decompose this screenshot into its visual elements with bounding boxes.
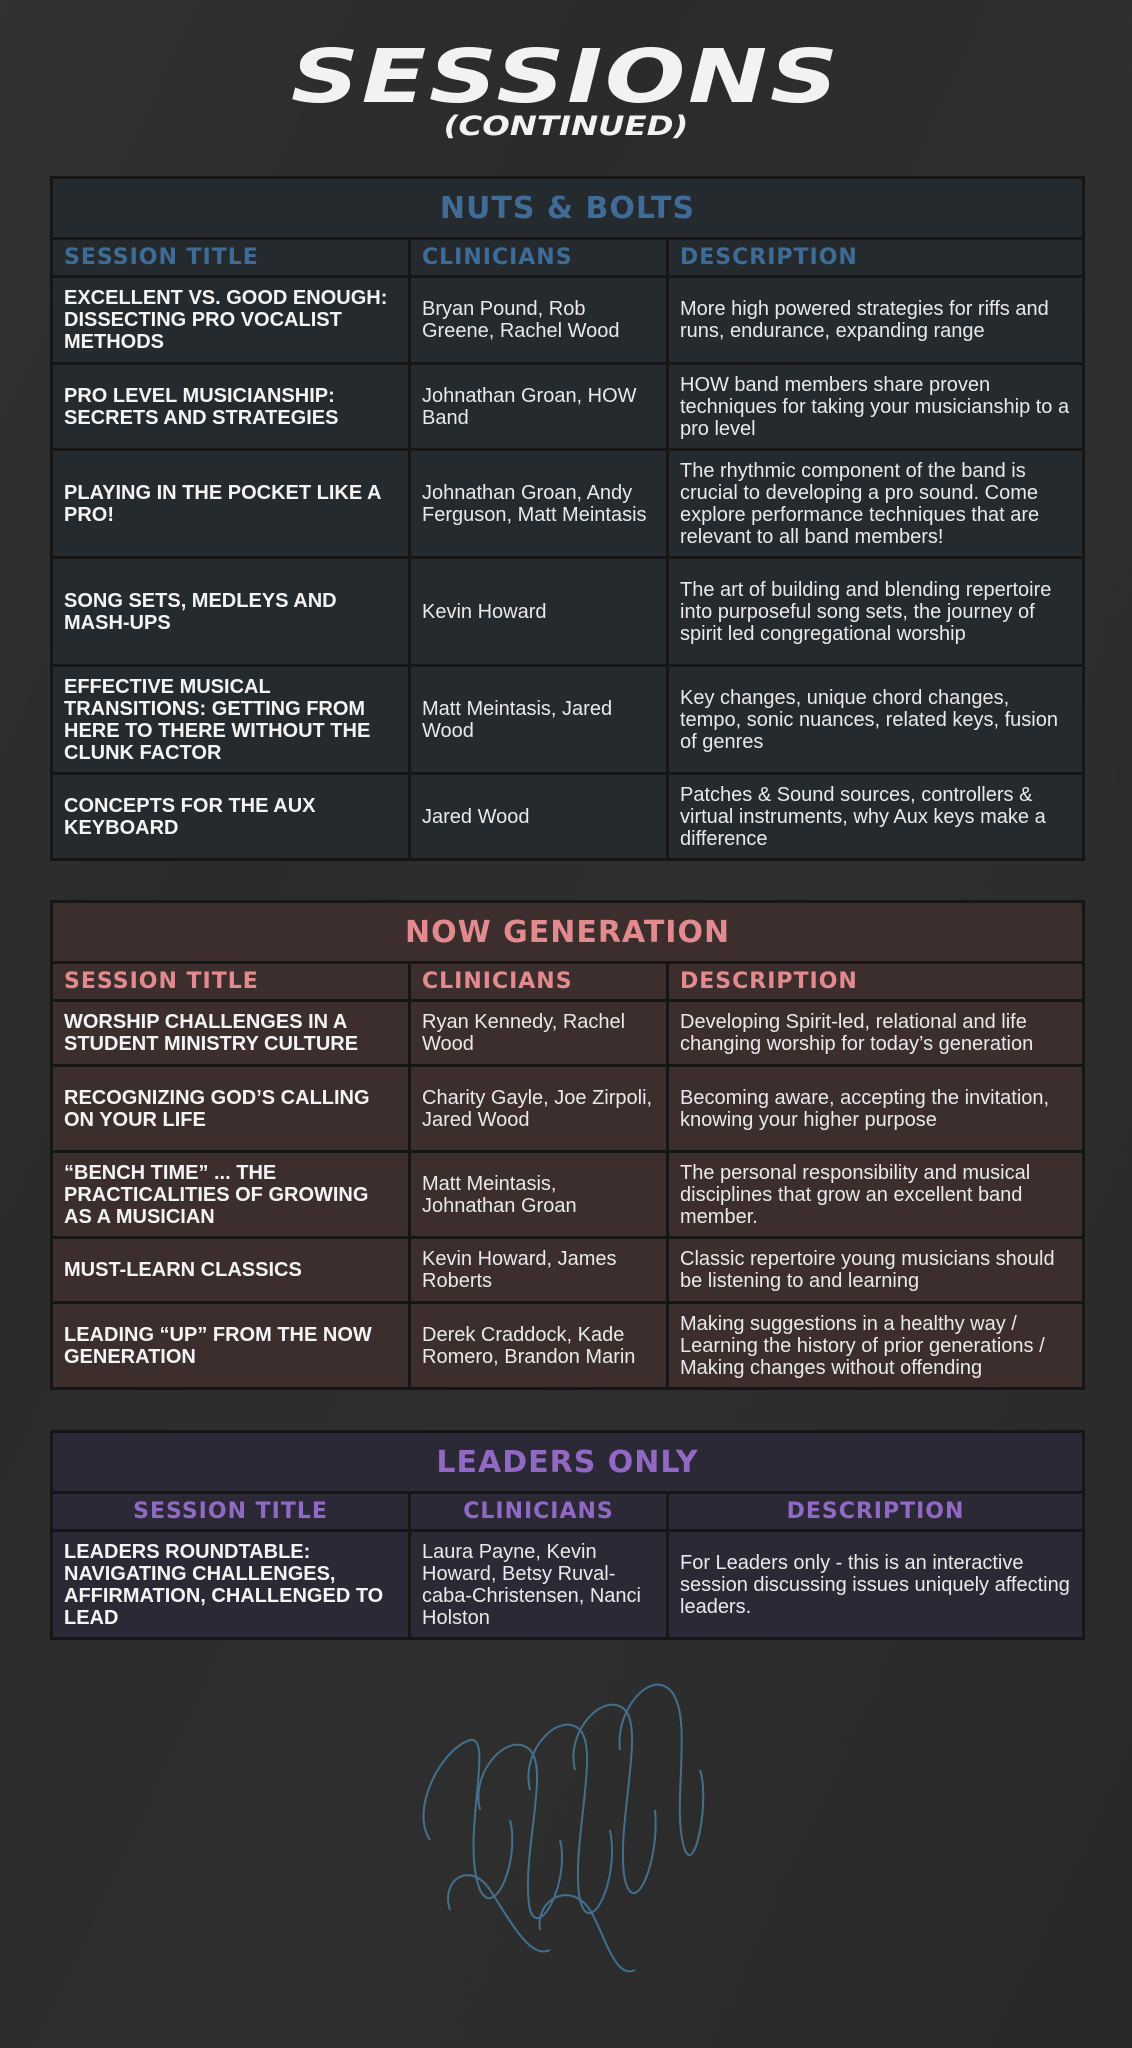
session-title: PLAYING IN THE POCKET LIKE A PRO! [52,450,410,558]
session-title: SONG SETS, MEDLEYS AND MASH-UPS [52,558,410,666]
session-title: MUST-LEARN CLASSICS [52,1238,410,1303]
clinicians: Kevin Howard [410,558,668,666]
page-header [0,34,1132,142]
clinicians: Johnathan Groan, Andy Ferguson, Matt Meintasis [410,450,668,558]
description: Classic repertoire young musicians should be listening to and learning [668,1238,1084,1303]
table-row [52,1238,1084,1303]
clinicians: Bryan Pound, Rob Greene, Rachel Wood [410,277,668,364]
page-subtitle: (CONTINUED) [443,111,689,142]
leaders-only-table [50,1430,1085,1640]
clinicians: Charity Gayle, Joe Zirpoli, Jared Wood [410,1066,668,1152]
description: Developing Spirit-led, relational and life changing worship for today’s generation [668,1001,1084,1066]
session-title: “BENCH TIME” ... THE PRACTICALITIES OF GROWING AS A MUSICIAN [52,1152,410,1238]
session-title: PRO LEVEL MUSICIANSHIP: SECRETS AND STRATEGIES [52,364,410,450]
description: Becoming aware, accepting the invitation, knowing your higher purpose [668,1066,1084,1152]
session-title: EFFECTIVE MUSICAL TRANSITIONS: GETTING FROM HERE TO THERE WITHOUT THE CLUNK FACTOR [52,666,410,774]
column-header-clinicians: CLINICIANS [410,1493,668,1531]
clinicians: Jared Wood [410,774,668,860]
section-heading: LEADERS ONLY [52,1432,1084,1493]
table-row [52,1001,1084,1066]
table-row [52,558,1084,666]
table-row [52,1066,1084,1152]
column-header-description: DESCRIPTION [668,1493,1084,1531]
description: For Leaders only - this is an interactive session discussing issues uniquely affecting leaders. [668,1531,1084,1639]
column-header-description: DESCRIPTION [668,239,1084,277]
section-heading: NUTS & BOLTS [52,178,1084,239]
table-row [52,1531,1084,1639]
column-header-session-title: SESSION TITLE [52,1493,410,1531]
table-row [52,1303,1084,1389]
table-row [52,364,1084,450]
session-title: CONCEPTS FOR THE AUX KEYBOARD [52,774,410,860]
table-row [52,277,1084,364]
fresh-scribble-logo-icon [400,1660,740,2000]
description: HOW band members share proven techniques for taking your musicianship to a pro level [668,364,1084,450]
description: More high powered strategies for riffs and runs, endurance, expanding range [668,277,1084,364]
column-header-clinicians: CLINICIANS [410,963,668,1001]
session-title: LEADERS ROUNDTABLE: NAVIGATING CHALLENGES, AFFIRMATION, CHALLENGED TO LEAD [52,1531,410,1639]
clinicians: Johnathan Groan, HOW Band [410,364,668,450]
clinicians: Matt Meintasis, Jared Wood [410,666,668,774]
clinicians: Ryan Kennedy, Rachel Wood [410,1001,668,1066]
table-row [52,666,1084,774]
section-heading: NOW GENERATION [52,902,1084,963]
clinicians: Matt Meintasis, Johnathan Groan [410,1152,668,1238]
table-row [52,774,1084,860]
column-header-session-title: SESSION TITLE [52,963,410,1001]
clinicians: Laura Payne, Kevin Howard, Betsy Ruval-caba-Christensen, Nanci Holston [410,1531,668,1639]
nuts-and-bolts-table [50,176,1085,861]
description: Key changes, unique chord changes, tempo, sonic nuances, related keys, fusion of genres [668,666,1084,774]
table-row [52,1152,1084,1238]
clinicians: Kevin Howard, James Roberts [410,1238,668,1303]
session-title: EXCELLENT VS. GOOD ENOUGH: DISSECTING PRO VOCALIST METHODS [52,277,410,364]
description: Patches & Sound sources, controllers & virtual instruments, why Aux keys make a difference [668,774,1084,860]
description: Making suggestions in a healthy way / Learning the history of prior generations / Making changes without offending [668,1303,1084,1389]
page-title: SESSIONS [291,34,841,120]
description: The personal responsibility and musical disciplines that grow an excellent band member. [668,1152,1084,1238]
clinicians: Derek Craddock, Kade Romero, Brandon Marin [410,1303,668,1389]
session-title: LEADING “UP” FROM THE NOW GENERATION [52,1303,410,1389]
column-header-clinicians: CLINICIANS [410,239,668,277]
table-row [52,450,1084,558]
description: The art of building and blending repertoire into purposeful song sets, the journey of spirit led congregational worship [668,558,1084,666]
session-title: RECOGNIZING GOD’S CALLING ON YOUR LIFE [52,1066,410,1152]
session-title: WORSHIP CHALLENGES IN A STUDENT MINISTRY CULTURE [52,1001,410,1066]
now-generation-table [50,900,1085,1390]
column-header-session-title: SESSION TITLE [52,239,410,277]
description: The rhythmic component of the band is crucial to developing a pro sound. Come explore performance techniques that are relevant to all band members! [668,450,1084,558]
column-header-description: DESCRIPTION [668,963,1084,1001]
